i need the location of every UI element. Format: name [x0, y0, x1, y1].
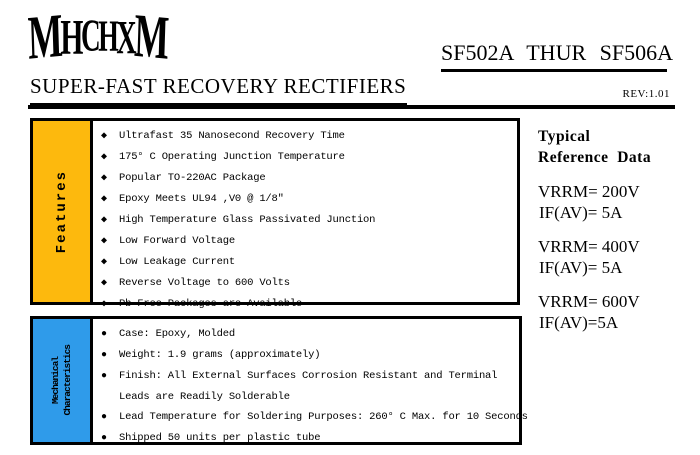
feature-text: Low Forward Voltage [119, 235, 235, 247]
mechanical-item [101, 324, 528, 345]
circle-bullet-icon: ● [101, 433, 107, 444]
mechanical-label-line2: Characteristics [62, 345, 73, 416]
diamond-bullet-icon: ◆ [101, 236, 107, 247]
reference-entry [538, 181, 651, 223]
mechanical-label-line1: Mechanical [50, 356, 61, 404]
ifav-value: IF(AV)=5A [539, 313, 619, 332]
feature-text: 175° C Operating Junction Temperature [119, 151, 345, 163]
reference-entry [538, 236, 651, 278]
mechanical-item-wrap [101, 345, 528, 366]
features-section [30, 118, 520, 310]
feature-item [101, 252, 515, 273]
diamond-bullet-icon: ◆ [101, 131, 107, 142]
feature-item [101, 147, 515, 168]
diamond-bullet-icon: ◆ [101, 257, 107, 268]
feature-item [101, 294, 515, 315]
feature-item [101, 210, 515, 231]
mechanical-item-wrap [101, 428, 528, 449]
vrrm-value: VRRM= 400V [538, 237, 640, 256]
mechanical-text: Weight: 1.9 grams (approximately) [119, 349, 321, 361]
feature-text: Epoxy Meets UL94 ,V0 @ 1/8″ [119, 193, 284, 205]
feature-item [101, 126, 515, 147]
mechanical-item [101, 366, 528, 387]
mechanical-text: Finish: All External Surfaces Corrosion Resistant and Terminal [119, 370, 498, 382]
part-number-range: SF502A THUR SF506A [441, 40, 667, 72]
circle-bullet-icon: ● [101, 350, 107, 361]
mechanical-text: Lead Temperature for Soldering Purposes: 260° C Max. for 10 Seconds [119, 411, 528, 423]
diamond-bullet-icon: ◆ [101, 278, 107, 289]
features-label-column [33, 121, 93, 302]
feature-item [101, 168, 515, 189]
revision-label: REV:1.01 [622, 88, 670, 100]
mechanical-item-wrap [101, 407, 528, 428]
feature-text: High Temperature Glass Passivated Junction [119, 214, 376, 226]
diamond-bullet-icon: ◆ [101, 194, 107, 205]
ifav-value: IF(AV)= 5A [539, 258, 623, 277]
feature-text: Reverse Voltage to 600 Volts [119, 277, 290, 289]
mechanical-item-wrap [101, 366, 528, 407]
reference-heading-line1: Typical [538, 128, 591, 145]
typical-reference-data [538, 126, 651, 333]
feature-text: Low Leakage Current [119, 256, 235, 268]
circle-bullet-icon: ● [101, 329, 107, 340]
diamond-bullet-icon: ◆ [101, 152, 107, 163]
vrrm-value: VRRM= 200V [538, 182, 640, 201]
mechanical-text: Case: Epoxy, Molded [119, 328, 235, 340]
circle-bullet-icon: ● [101, 412, 107, 423]
feature-item [101, 231, 515, 252]
feature-item [101, 189, 515, 210]
page-title: SUPER-FAST RECOVERY RECTIFIERS [30, 74, 407, 106]
mechanical-item [101, 407, 528, 428]
diamond-bullet-icon: ◆ [101, 299, 107, 310]
mechanical-list [93, 319, 530, 442]
mhchxm-logo: MHCHXM [26, 0, 170, 73]
feature-text: Ultrafast 35 Nanosecond Recovery Time [119, 130, 345, 142]
vrrm-value: VRRM= 600V [538, 292, 640, 311]
ifav-value: IF(AV)= 5A [539, 203, 623, 222]
mechanical-item-wrap [101, 324, 528, 345]
feature-item [101, 273, 515, 294]
features-list [93, 121, 517, 310]
reference-heading-line2: Reference Data [538, 149, 652, 166]
diamond-bullet-icon: ◆ [101, 173, 107, 184]
mechanical-item [101, 345, 528, 366]
mechanical-text: Shipped 50 units per plastic tube [119, 432, 321, 444]
diamond-bullet-icon: ◆ [101, 215, 107, 226]
circle-bullet-icon: ● [101, 371, 107, 382]
mechanical-label-column [33, 319, 93, 442]
mechanical-text-continuation: Leads are Readily Solderable [119, 391, 290, 403]
mechanical-section [30, 316, 528, 445]
feature-text: Popular TO-220AC Package [119, 172, 266, 184]
features-label: Features [53, 169, 70, 254]
header-divider [28, 105, 675, 109]
reference-entries [538, 181, 651, 333]
feature-text: Pb-Free Packages are Available [119, 298, 303, 310]
mechanical-item [101, 428, 528, 449]
reference-entry [538, 291, 651, 333]
